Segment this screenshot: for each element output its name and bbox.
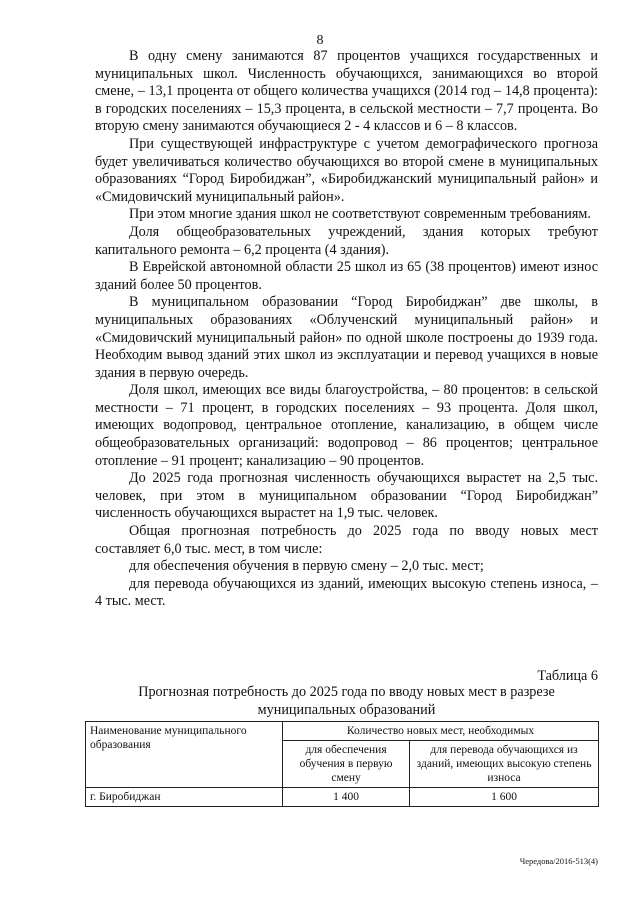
- table-row: [86, 788, 599, 807]
- paragraph-3: При этом многие здания школ не соответствуют современным требованиям.: [129, 206, 591, 223]
- header-new-places: Количество новых мест, необходимых: [283, 722, 599, 741]
- paragraph-5: В Еврейской автономной области 25 школ из 65 (38 процентов) имеют износ зданий более 50 процентов.: [95, 259, 598, 293]
- paragraph-6: В муниципальном образовании “Город Биробиджан” две школы, в муниципальных образованиях «Облученский муниципальный район» и «Смидовичский муниципальный район» по одной школе построены до 1939 года. Необходим вывод зданий этих школ из эксплуатации и перевод учащихся в новые здания в первую очередь.: [95, 294, 598, 381]
- footer-code: Чередова/2016-513(4): [519, 856, 598, 866]
- page-number: 8: [316, 33, 324, 48]
- paragraph-4: Доля общеобразовательных учреждений, здания которых требуют капитального ремонта – 6,2 процента (4 здания).: [95, 223, 598, 258]
- paragraph-11: для перевода обучающихся из зданий, имеющих высокую степень износа, – 4 тыс. мест.: [95, 575, 598, 610]
- cell-first-shift: 1 400: [283, 788, 410, 807]
- cell-worn-buildings: 1 600: [410, 788, 599, 807]
- table-title: Прогнозная потребность до 2025 года по вводу новых мест в разрезе муниципальных образований: [138, 684, 555, 718]
- demand-table: [85, 721, 599, 807]
- paragraph-9: Общая прогнозная потребность до 2025 года по вводу новых мест составляет 6,0 тыс. мест, в том числе:: [95, 523, 598, 557]
- paragraph-1: В одну смену занимаются 87 процентов учащихся государственных и муниципальных школ. Численность обучающихся, занимающихся во второй смене, – 13,1 процента от общего количества учащихся (2014 год – 14,8 процента): в городских поселениях – 15,3 процента, в сельской местности – 7,7 процента. Во вторую смену занимаются обучающиеся 2 - 4 классов и 6 – 8 классов.: [95, 48, 598, 135]
- paragraph-8: До 2025 года прогнозная численность обучающихся вырастет на 2,5 тыс. человек, при этом в муниципальном образовании “Город Биробиджан” численность обучающихся вырастет на 1,9 тыс. человек.: [95, 470, 598, 522]
- paragraph-10: для обеспечения обучения в первую смену – 2,0 тыс. мест;: [129, 558, 484, 575]
- paragraph-2: При существующей инфраструктуре с учетом демографического прогноза будет увеличиваться количество обучающихся во второй смене в муниципальных образованиях “Город Биробиджан”, «Биробиджанский муниципальный район» и «Смидовичский муниципальный район».: [95, 135, 598, 205]
- table-header-row: [86, 722, 599, 741]
- cell-municipality: г. Биробиджан: [86, 788, 283, 807]
- table-label: Таблица 6: [537, 668, 598, 684]
- header-first-shift: для обеспечения обучения в первую смену: [283, 741, 410, 788]
- header-municipality: Наименование муниципального образования: [86, 722, 283, 788]
- paragraph-7: Доля школ, имеющих все виды благоустройства, – 80 процентов: в сельской местности – 71 процент, в городских поселениях – 93 процента. Доля школ, имеющих водопровод, центральное отопление, канализацию, в общем числе общеобразовательных организаций: водопровод – 86 процентов; центральное отопление – 91 процент; канализацию – 90 процентов.: [95, 382, 598, 469]
- body-text: [95, 48, 598, 611]
- header-worn-buildings: для перевода обучающихся из зданий, имеющих высокую степень износа: [410, 741, 599, 788]
